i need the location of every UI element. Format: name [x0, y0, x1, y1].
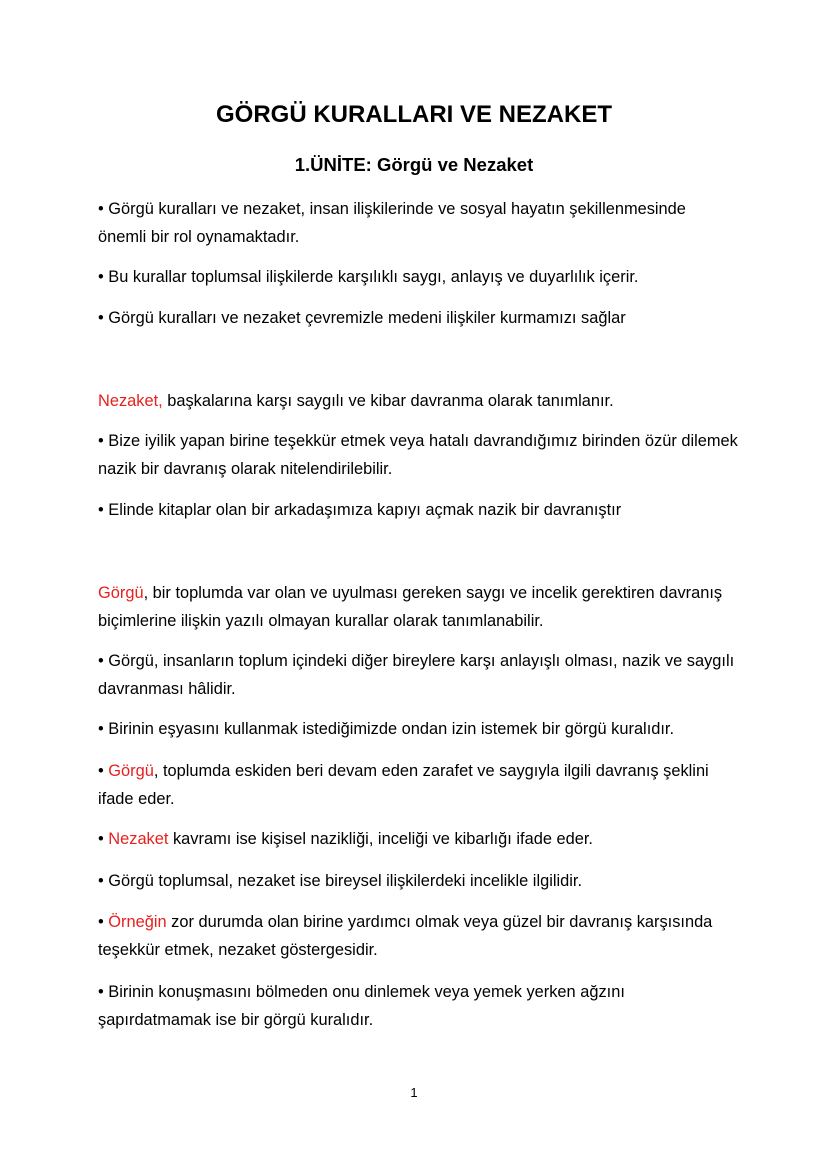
gorgu-point-2: • Birinin eşyasını kullanmak istediğimizde ondan izin istemek bir görgü kuralıdır.: [98, 720, 675, 738]
gorgu-point-6-text: zor durumda olan birine yardımcı olmak veya güzel bir davranış karşısında teşekkür etmek, nezaket göstergesidir.: [98, 913, 713, 959]
nezaket-definition: [98, 388, 738, 416]
nezaket-term-2: Nezaket: [108, 830, 169, 848]
bullet: •: [98, 762, 109, 780]
nezaket-term: Nezaket,: [98, 392, 163, 410]
nezaket-example-2: • Elinde kitaplar olan bir arkadaşımıza kapıyı açmak nazik bir davranıştır: [98, 501, 622, 519]
nezaket-example-1: • Bize iyilik yapan birine teşekkür etmek veya hatalı davrandığımız birinden özür dilemek nazik bir davranış olarak nitelendirilebilir.: [98, 432, 738, 478]
intro-paragraph-3: • Görgü kuralları ve nezaket çevremizle medeni ilişkiler kurmamızı sağlar: [98, 309, 626, 327]
intro-paragraph-2: • Bu kurallar toplumsal ilişkilerde karşılıklı saygı, anlayış ve duyarlılık içerir.: [98, 268, 639, 286]
intro-paragraph-1: • Görgü kuralları ve nezaket, insan ilişkilerinde ve sosyal hayatın şekillenmesinde önemli bir rol oynamaktadır.: [98, 200, 686, 246]
ornegin-term: Örneğin: [108, 913, 167, 931]
gorgu-point-3: [98, 758, 738, 813]
gorgu-point-7: • Birinin konuşmasını bölmeden onu dinlemek veya yemek yerken ağzını şapırdatmamak ise bir görgü kuralıdır.: [98, 983, 625, 1029]
bullet: •: [98, 830, 109, 848]
gorgu-point-1: • Görgü, insanların toplum içindeki diğer bireylere karşı anlayışlı olması, nazik ve saygılı davranması hâlidir.: [98, 652, 735, 698]
document-title: GÖRGÜ KURALLARI VE NEZAKET: [216, 101, 612, 128]
gorgu-point-3-text: , toplumda eskiden beri devam eden zarafet ve saygıyla ilgili davranış şeklini ifade eder.: [98, 762, 709, 808]
gorgu-definition-text: , bir toplumda var olan ve uyulması gereken saygı ve incelik gerektiren davranış biçimlerine ilişkin yazılı olmayan kurallar olarak tanımlanabilir.: [98, 584, 723, 630]
page-number: 1: [410, 1085, 418, 1100]
bullet: •: [98, 913, 109, 931]
gorgu-term-2: Görgü: [108, 762, 154, 780]
gorgu-point-4-text: kavramı ise kişisel nazikliği, inceliği ve kibarlığı ifade eder.: [168, 830, 593, 848]
gorgu-term: Görgü: [98, 584, 144, 602]
unit-subtitle: 1.ÜNİTE: Görgü ve Nezaket: [294, 154, 534, 175]
gorgu-point-5: • Görgü toplumsal, nezaket ise bireysel ilişkilerdeki incelikle ilgilidir.: [98, 872, 582, 890]
gorgu-definition: [98, 580, 738, 635]
gorgu-point-6: [98, 909, 738, 964]
gorgu-point-4: [98, 826, 738, 854]
nezaket-definition-text: başkalarına karşı saygılı ve kibar davranma olarak tanımlanır.: [162, 392, 614, 410]
